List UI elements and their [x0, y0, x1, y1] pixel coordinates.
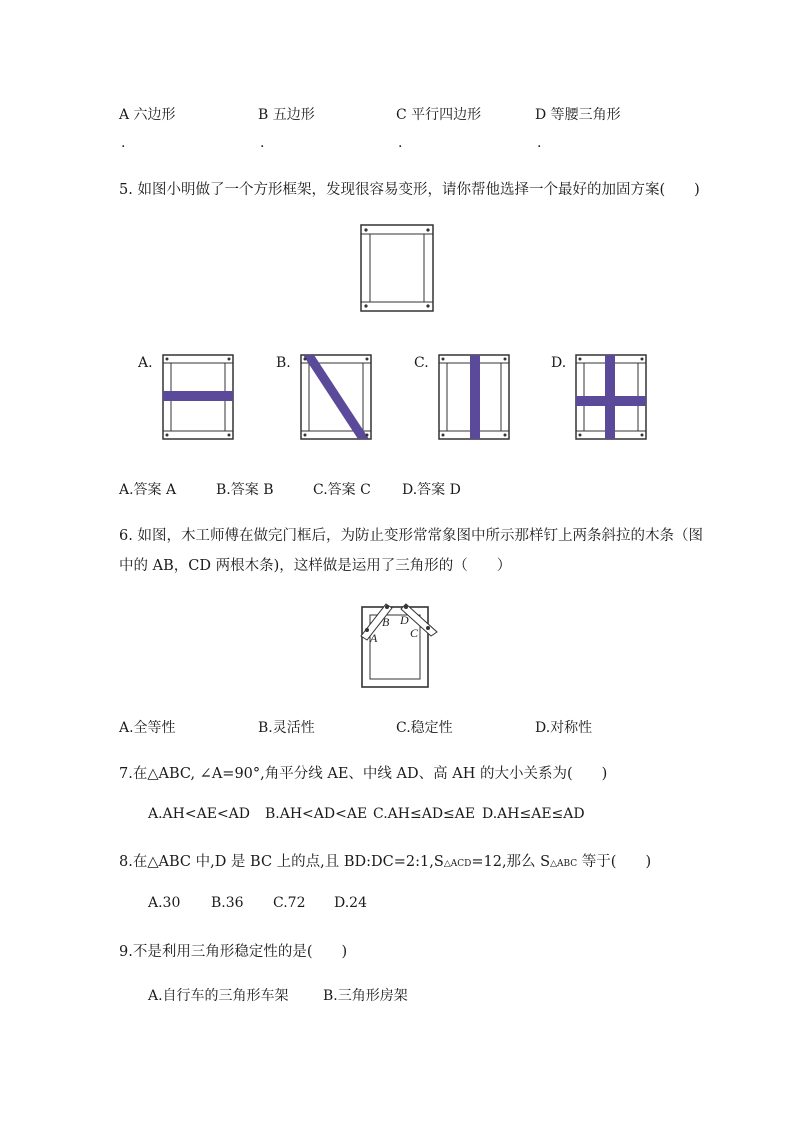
q8-question-prefix: 8.在△ABC 中,D 是 BC 上的点,且 BD:DC=2:1,S [119, 854, 444, 870]
q4-option-a: A 六边形 [119, 107, 176, 123]
q6-label-a: A [370, 631, 378, 645]
q6-option-d: D.对称性 [535, 720, 593, 736]
q5-figure-label-b: B. [276, 355, 291, 371]
q5-question: 5. 如图小明做了一个方形框架，发现很容易变形，请你帮他选择一个最好的加固方案( ) [119, 182, 700, 198]
q4-dot-c: . [398, 135, 403, 151]
q5-figure-label-c: C. [414, 355, 429, 371]
q6-label-b: B [382, 615, 390, 629]
q6-label-c: C [410, 626, 419, 640]
q7-option-b: B.AH<AD<AE [265, 806, 368, 822]
q5-figure-a [162, 354, 234, 440]
q8-option-a: A.30 [148, 895, 181, 911]
q4-option-d: D 等腰三角形 [535, 107, 621, 123]
q9-option-b: B.三角形房架 [323, 988, 408, 1004]
q5-figure-c [438, 354, 510, 440]
q7-question: 7.在△ABC, ∠A=90°,角平分线 AE、中线 AD、高 AH 的大小关系为( ) [119, 766, 608, 782]
q9-option-a: A.自行车的三角形车架 [148, 988, 289, 1004]
q4-dot-a: . [121, 135, 126, 151]
q6-label-d: D [400, 613, 409, 627]
q5-option-d: D.答案 D [402, 482, 461, 498]
q5-figure-label-d: D. [551, 355, 567, 371]
q9-question: 9.不是利用三角形稳定性的是( ) [119, 944, 348, 960]
q4-dot-d: . [537, 135, 542, 151]
q4-option-c: C 平行四边形 [396, 107, 482, 123]
q5-figure-label-a: A. [138, 355, 153, 371]
q5-option-b: B.答案 B [216, 482, 274, 498]
q8-option-d: D.24 [334, 895, 367, 911]
q4-option-b: B 五边形 [258, 107, 315, 123]
q5-brace-diagonal-b [303, 355, 369, 439]
q8-option-b: B.36 [211, 895, 244, 911]
q5-option-a: A.答案 A [119, 482, 177, 498]
q5-brace-vertical-c [470, 355, 480, 439]
q6-option-a: A.全等性 [119, 720, 176, 736]
q8-question-suffix: 等于( ) [577, 854, 652, 870]
q8-subscript-acd: △ACD [443, 859, 472, 869]
q5-option-c: C.答案 C [313, 482, 371, 498]
q7-option-a: A.AH<AE<AD [148, 806, 251, 822]
q6-door-frame-figure [358, 600, 442, 690]
q5-brace-vertical-d [605, 355, 615, 439]
q4-dot-b: . [260, 135, 265, 151]
q5-figure-d [575, 354, 647, 440]
q6-question-line1: 6. 如图，木工师傅在做完门框后，为防止变形常常象图中所示那样钉上两条斜拉的木条（图 [119, 528, 703, 544]
q8-subscript-abc: △ABC [550, 859, 578, 869]
q6-question-line2: 中的 AB，CD 两根木条)，这样做是运用了三角形的（ ） [119, 558, 512, 574]
q8-question [119, 850, 651, 871]
q5-main-frame-figure [360, 224, 434, 312]
q7-option-c: C.AH≤AD≤AE [373, 806, 476, 822]
q5-brace-horizontal-a [163, 391, 233, 401]
q8-question-mid: =12,那么 S [471, 854, 551, 870]
q7-option-d: D.AH≤AE≤AD [482, 806, 585, 822]
q6-option-b: B.灵活性 [258, 720, 315, 736]
q5-figure-b [300, 354, 372, 440]
q8-option-c: C.72 [273, 895, 306, 911]
q6-option-c: C.稳定性 [396, 720, 453, 736]
